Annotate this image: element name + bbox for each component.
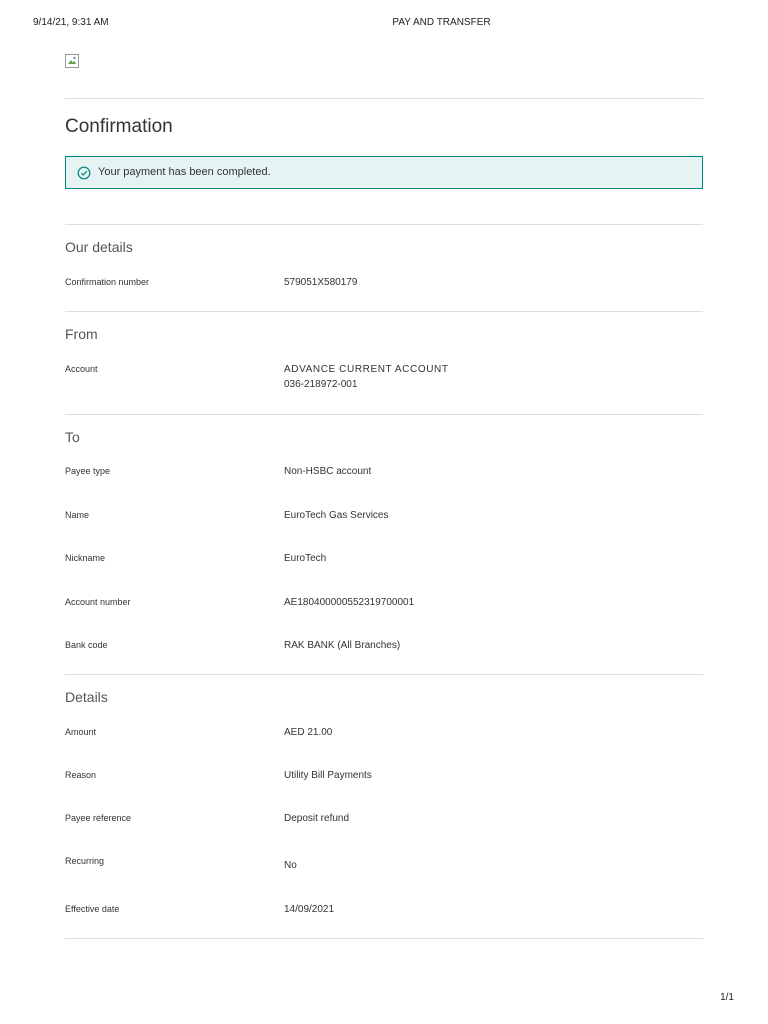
broken-image-icon bbox=[65, 54, 79, 68]
reason-value: Utility Bill Payments bbox=[284, 770, 372, 781]
divider bbox=[65, 224, 703, 225]
section-title-to: To bbox=[65, 429, 80, 445]
page-title: Confirmation bbox=[65, 116, 173, 137]
bank-code-label: Bank code bbox=[65, 640, 108, 650]
check-circle-icon bbox=[77, 166, 91, 180]
print-header bbox=[0, 17, 768, 31]
divider bbox=[65, 98, 703, 99]
print-page-title: PAY AND TRANSFER bbox=[392, 17, 491, 28]
confirmation-number-value: 579051X580179 bbox=[284, 277, 358, 288]
nickname-label: Nickname bbox=[65, 553, 106, 563]
nickname-value: EuroTech bbox=[284, 553, 327, 564]
recurring-value: No bbox=[284, 860, 297, 871]
payee-type-label: Payee type bbox=[65, 466, 111, 476]
section-title-our-details: Our details bbox=[65, 239, 133, 255]
payee-name-label: Name bbox=[65, 510, 90, 520]
recurring-label: Recurring bbox=[65, 856, 105, 866]
divider bbox=[65, 674, 703, 675]
success-notice bbox=[65, 156, 703, 189]
reason-label: Reason bbox=[65, 770, 97, 780]
payee-reference-value: Deposit refund bbox=[284, 813, 350, 824]
success-message: Your payment has been completed. bbox=[98, 166, 271, 178]
account-number-value: AE180400000552319700001 bbox=[284, 597, 415, 608]
amount-label: Amount bbox=[65, 727, 97, 737]
bank-code-value: RAK BANK (All Branches) bbox=[284, 640, 401, 651]
effective-date-value: 14/09/2021 bbox=[284, 904, 335, 915]
confirmation-number-label: Confirmation number bbox=[65, 277, 150, 287]
payee-reference-label: Payee reference bbox=[65, 813, 132, 823]
payee-type-value: Non-HSBC account bbox=[284, 466, 372, 477]
from-account-name: ADVANCE CURRENT ACCOUNT bbox=[284, 364, 449, 375]
account-number-label: Account number bbox=[65, 597, 131, 607]
divider bbox=[65, 311, 703, 312]
section-title-details: Details bbox=[65, 689, 108, 705]
divider bbox=[65, 414, 703, 415]
amount-value: AED 21.00 bbox=[284, 727, 333, 738]
divider bbox=[65, 938, 703, 939]
from-account-label: Account bbox=[65, 364, 98, 374]
from-account-number: 036-218972-001 bbox=[284, 379, 358, 390]
print-page-number: 1/1 bbox=[720, 992, 734, 1003]
section-title-from: From bbox=[65, 326, 98, 342]
payee-name-value: EuroTech Gas Services bbox=[284, 510, 389, 521]
print-datetime: 9/14/21, 9:31 AM bbox=[33, 17, 109, 28]
effective-date-label: Effective date bbox=[65, 904, 120, 914]
